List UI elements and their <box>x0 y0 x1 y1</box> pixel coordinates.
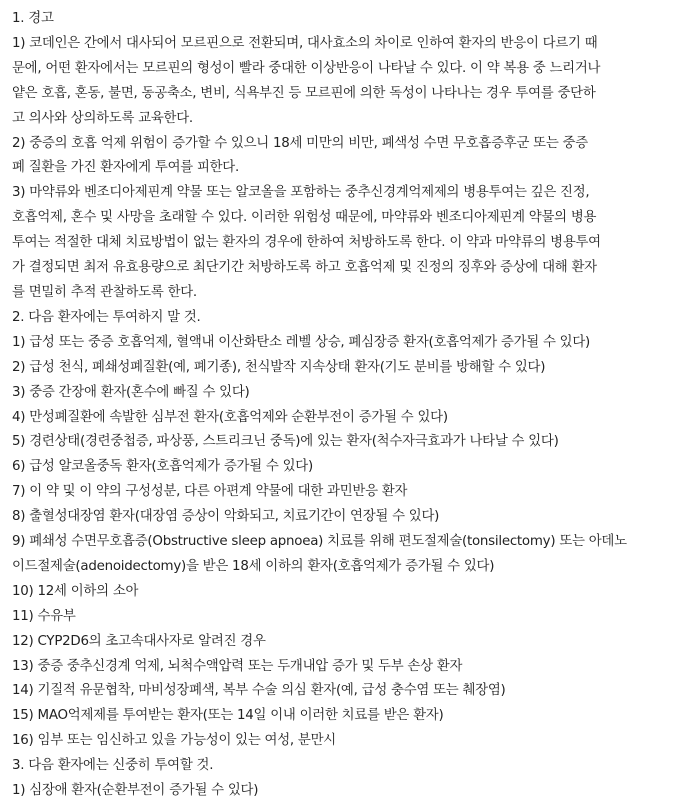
heading-text: 2. 다음 환자에는 투여하지 말 것. <box>12 309 201 325</box>
warning-item-1 <box>12 32 682 132</box>
text-line: 얕은 호흡, 혼동, 불면, 동공축소, 변비, 식욕부진 등 모르핀에 의한 독성이 나타나는 경우 투여를 중단하 <box>12 85 596 101</box>
text-line: 1) 코데인은 간에서 대사되어 모르핀으로 전환되며, 대사효소의 차이로 인하여 환자의 반응이 다르기 때 <box>12 35 598 51</box>
list-item: 13) 중증 중추신경계 억제, 뇌척수액압력 또는 두개내압 증가 및 두부 손상 환자 <box>12 658 463 674</box>
list-item: 11) 수유부 <box>12 608 76 624</box>
section-heading-contraindications <box>12 306 682 331</box>
text-line: 가 결정되면 최저 유효용량으로 최단기간 처방하도록 하고 호흡억제 및 진정의 징후와 증상에 대해 환자 <box>12 260 597 276</box>
heading-text: 3. 다음 환자에는 신중히 투여할 것. <box>12 758 214 774</box>
list-item: 8) 출혈성대장염 환자(대장염 증상이 악화되고, 치료기간이 연장될 수 있다) <box>12 509 440 525</box>
text-line: 폐 질환을 가진 환자에게 투여를 피한다. <box>12 160 240 176</box>
list-item: 1) 심장애 환자(순환부전이 증가될 수 있다) <box>12 783 259 799</box>
text-line: 3) 마약류와 벤조디아제핀계 약물 또는 알코올을 포함하는 중추신경계억제제의 병용투여는 깊은 진정, <box>12 185 590 201</box>
text-line: 9) 폐쇄성 수면무호흡증(Obstructive sleep apnoea) 치료를 위해 편도절제술(tonsilectomy) 또는 아데노 <box>12 534 627 550</box>
list-item: 1) 급성 또는 중증 호흡억제, 혈액내 이산화탄소 레벨 상승, 폐심장증 환자(호흡억제가 증가될 수 있다) <box>12 334 591 350</box>
text-line: 호흡억제, 혼수 및 사망을 초래할 수 있다. 이러한 위험성 때문에, 마약류와 벤조디아제핀계 약물의 병용 <box>12 210 597 226</box>
list-item: 2) 급성 천식, 폐쇄성폐질환(예, 폐기종), 천식발작 지속상태 환자(기도 분비를 방해할 수 있다) <box>12 359 546 375</box>
contraindication-item-9 <box>12 530 682 580</box>
list-item: 15) MAO억제제를 투여받는 환자(또는 14일 이내 이러한 치료를 받은 환자) <box>12 708 444 724</box>
text-line: 투여는 적절한 대체 치료방법이 없는 환자의 경우에 한하여 처방하도록 한다. 이 약과 마약류의 병용투여 <box>12 235 601 251</box>
list-item: 14) 기질적 유문협착, 마비성장폐색, 복부 수술 의심 환자(예, 급성 충수염 또는 췌장염) <box>12 683 506 699</box>
list-item: 4) 만성폐질환에 속발한 심부전 환자(호흡억제와 순환부전이 증가될 수 있다) <box>12 409 448 425</box>
contraindication-list <box>12 331 682 530</box>
list-item: 3) 중증 간장애 환자(혼수에 빠질 수 있다) <box>12 384 250 400</box>
warning-item-3 <box>12 181 682 306</box>
list-item: 6) 급성 알코올중독 환자(호흡억제가 증가될 수 있다) <box>12 459 313 475</box>
list-item: 7) 이 약 및 이 약의 구성성분, 다른 아편계 약물에 대한 과민반응 환자 <box>12 484 408 500</box>
contraindication-list-continued <box>12 580 682 754</box>
list-item: 5) 경련상태(경련중첩증, 파상풍, 스트리크닌 중독)에 있는 환자(척수자극효과가 나타날 수 있다) <box>12 434 559 450</box>
text-line: 2) 중증의 호흡 억제 위험이 증가할 수 있으니 18세 미만의 비만, 폐색성 수면 무호흡증후군 또는 중증 <box>12 135 588 151</box>
list-item: 16) 임부 또는 임신하고 있을 가능성이 있는 여성, 분만시 <box>12 733 336 749</box>
section-heading-caution <box>12 754 682 779</box>
list-item: 10) 12세 이하의 소아 <box>12 583 139 599</box>
text-line: 문에, 어떤 환자에서는 모르핀의 형성이 빨라 중대한 이상반응이 나타날 수 있다. 이 약 복용 중 느리거나 <box>12 60 601 76</box>
heading-text: 1. 경고 <box>12 11 54 26</box>
text-line: 고 의사와 상의하도록 교육한다. <box>12 110 193 126</box>
text-line: 이드절제술(adenoidectomy)을 받은 18세 이하의 환자(호흡억제가 증가될 수 있다) <box>12 558 495 574</box>
caution-list <box>12 779 682 804</box>
warning-item-2 <box>12 132 682 182</box>
section-heading-warning <box>12 7 682 32</box>
text-line: 를 면밀히 추적 관찰하도록 한다. <box>12 284 197 300</box>
list-item: 12) CYP2D6의 초고속대사자로 알려진 경우 <box>12 633 266 649</box>
